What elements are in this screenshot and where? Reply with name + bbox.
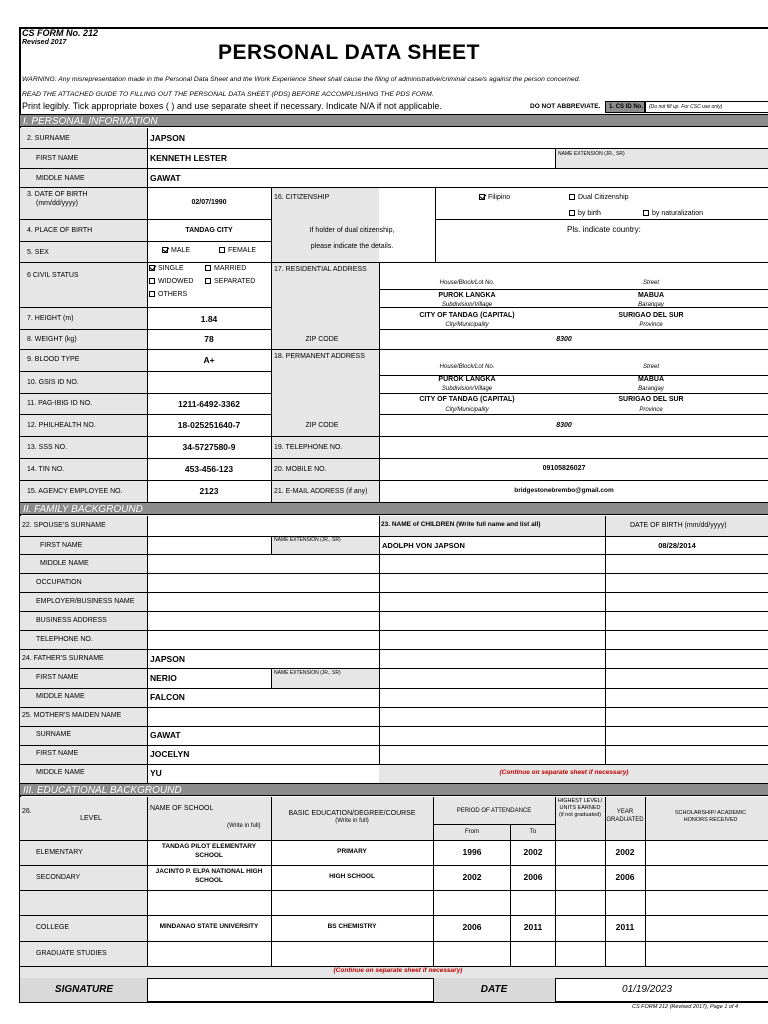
- warning-text: WARNING: Any misrepresentation made in the Personal Data Sheet and the Work Experience Sheet shall cause the filing of administrative/criminal case/s against the person concerned.: [22, 76, 581, 83]
- read-guide-text: READ THE ATTACHED GUIDE TO FILLING OUT THE PERSONAL DATA SHEET (PDS) BEFORE ACCOMPLISHING THE PDS FORM.: [22, 91, 434, 98]
- middle-name-value[interactable]: GAWAT: [150, 173, 181, 183]
- perm-house-label: House/Block/Lot No.: [439, 364, 495, 370]
- res-city-label: City/Municipality: [445, 322, 489, 328]
- res-zip-label: ZIP CODE: [305, 336, 339, 343]
- dob-value[interactable]: 02/07/1990: [191, 199, 227, 206]
- sex-male-option[interactable]: [162, 247, 190, 254]
- telephone-label: 19. TELEPHONE NO.: [274, 444, 343, 451]
- spouse-surname-label: 22. SPOUSE'S SURNAME: [22, 522, 106, 529]
- checkbox-icon[interactable]: [643, 210, 649, 216]
- by-naturalization-option[interactable]: [643, 210, 703, 217]
- civil-status-label: 6 CIVIL STATUS: [27, 272, 79, 279]
- date-value[interactable]: 01/19/2023: [621, 984, 673, 995]
- checkbox-icon[interactable]: [569, 210, 575, 216]
- family-continue-note: (Continue on separate sheet if necessary): [499, 769, 629, 776]
- civil-single-option[interactable]: [149, 265, 184, 272]
- year-graduated[interactable]: 2006: [615, 872, 635, 882]
- perm-barangay-label: Barangay: [638, 386, 664, 392]
- checkbox-icon[interactable]: [205, 265, 211, 271]
- father-first-name-label: FIRST NAME: [36, 674, 79, 681]
- school-name-line-2[interactable]: SCHOOL: [195, 852, 223, 859]
- csc-id-label-box: [605, 101, 645, 113]
- res-house-label: House/Block/Lot No.: [439, 280, 495, 286]
- filipino-label: Filipino: [488, 194, 511, 201]
- dual-note-2: please indicate the details.: [310, 243, 394, 250]
- checkbox-checked-icon[interactable]: [162, 247, 168, 253]
- civil-married-option[interactable]: [205, 265, 246, 272]
- checkbox-icon[interactable]: [149, 291, 155, 297]
- blood-type-value[interactable]: A+: [203, 355, 215, 365]
- res-province-value[interactable]: SURIGAO DEL SUR: [618, 312, 684, 319]
- weight-label: 8. WEIGHT (kg): [27, 336, 77, 343]
- res-barangay-value[interactable]: MABUA: [637, 292, 665, 299]
- mobile-label: 20. MOBILE NO.: [274, 466, 327, 473]
- perm-barangay-value[interactable]: MABUA: [637, 376, 665, 383]
- first-name-value[interactable]: KENNETH LESTER: [150, 153, 227, 163]
- year-graduated[interactable]: 2002: [615, 847, 635, 857]
- honors-line-1: SCHOLARSHIP/ ACADEMIC: [674, 810, 747, 816]
- by-naturalization-label: by naturalization: [652, 210, 703, 217]
- checkbox-checked-icon[interactable]: [149, 265, 155, 271]
- permanent-address-label: 18. PERMANENT ADDRESS: [274, 353, 365, 360]
- res-subdiv-value[interactable]: PUROK LANGKA: [438, 292, 496, 299]
- checkbox-icon[interactable]: [569, 194, 575, 200]
- school-name[interactable]: JACINTO P. ELPA NATIONAL HIGH: [155, 868, 263, 875]
- dob-format: (mm/dd/yyyy): [36, 200, 78, 207]
- education-level: GRADUATE STUDIES: [36, 950, 107, 957]
- surname-value[interactable]: JAPSON: [150, 133, 185, 143]
- spouse-telephone-label: TELEPHONE NO.: [36, 636, 93, 643]
- sss-label: 13. SSS NO.: [27, 444, 68, 451]
- children-dob-label: DATE OF BIRTH (mm/dd/yyyy): [630, 522, 727, 529]
- height-value[interactable]: 1.84: [200, 314, 218, 324]
- tin-value[interactable]: 453-456-123: [184, 464, 234, 474]
- perm-street-label: Street: [642, 364, 660, 370]
- father-name-ext-label: NAME EXTENSION (JR., SR): [274, 670, 341, 676]
- mother-middle-name-value[interactable]: YU: [150, 768, 162, 778]
- date-label: DATE: [480, 984, 508, 995]
- middle-name-label: MIDDLE NAME: [36, 175, 85, 182]
- res-province-label: Province: [639, 322, 663, 328]
- tin-label: 14. TIN NO.: [27, 466, 65, 473]
- spouse-middle-name-label: MIDDLE NAME: [40, 560, 89, 567]
- civil-others-option[interactable]: [149, 291, 187, 298]
- filipino-option[interactable]: [479, 194, 510, 201]
- mother-first-name-label: FIRST NAME: [36, 750, 79, 757]
- father-middle-name-label: MIDDLE NAME: [36, 693, 85, 700]
- res-street-label: Street: [642, 280, 660, 286]
- by-birth-label: by birth: [578, 210, 601, 217]
- level-header: LEVEL: [80, 815, 102, 822]
- perm-province-value[interactable]: SURIGAO DEL SUR: [618, 396, 684, 403]
- blood-type-label: 9. BLOOD TYPE: [27, 356, 80, 363]
- dual-note-1: If holder of dual citizenship,: [309, 227, 395, 234]
- height-label: 7. HEIGHT (m): [27, 315, 74, 322]
- res-city-value[interactable]: CITY OF TANDAG (CAPITAL): [419, 312, 515, 319]
- checkbox-icon[interactable]: [205, 278, 211, 284]
- perm-city-value[interactable]: CITY OF TANDAG (CAPITAL): [419, 396, 515, 403]
- children-label: 23. NAME of CHILDREN (Write full name and list all): [381, 521, 541, 528]
- section-educational-background: III. EDUCATIONAL BACKGROUND: [20, 783, 768, 796]
- philhealth-value[interactable]: 18-025251640-7: [177, 420, 241, 430]
- civil-single-label: SINGLE: [158, 265, 184, 272]
- pagibig-label: 11. PAG-IBIG ID NO.: [27, 400, 93, 407]
- sex-female-label: FEMALE: [228, 247, 257, 254]
- label-column-mid: [271, 187, 379, 502]
- print-legibly-text: Print legibly. Tick appropriate boxes ( ) and use separate sheet if necessary. Indicate N/A if not applicable.: [22, 101, 442, 111]
- honors-line-2: HONORS RECEIVED: [683, 817, 738, 823]
- attendance-from[interactable]: 2002: [462, 872, 482, 882]
- email-label: 21. E-MAIL ADDRESS (if any): [274, 488, 368, 495]
- first-name-label: FIRST NAME: [36, 155, 79, 162]
- spouse-business-address-label: BUSINESS ADDRESS: [36, 617, 107, 624]
- email-value[interactable]: bridgestonebrembo@gmail.com: [514, 487, 614, 494]
- course-header: BASIC EDUCATION/DEGREE/COURSE: [288, 810, 416, 817]
- mother-surname-label: SURNAME: [36, 731, 72, 738]
- form-number: CS FORM No. 212: [22, 28, 99, 38]
- child-1-dob[interactable]: 08/28/2014: [658, 541, 696, 550]
- pob-label: 4. PLACE OF BIRTH: [27, 227, 93, 234]
- attendance-to[interactable]: 2006: [523, 872, 543, 882]
- civil-widowed-option[interactable]: [149, 278, 193, 285]
- dob-label: 3. DATE OF BIRTH: [27, 191, 88, 198]
- do-not-abbreviate: DO NOT ABBREVIATE.: [530, 103, 601, 110]
- year-graduated[interactable]: 2011: [615, 922, 635, 932]
- signature-field[interactable]: [148, 979, 432, 1001]
- education-level-column: [20, 840, 147, 966]
- pob-value[interactable]: TANDAG CITY: [185, 227, 233, 234]
- residential-address-label: 17. RESIDENTIAL ADDRESS: [274, 266, 367, 273]
- checkbox-checked-icon[interactable]: [479, 194, 485, 200]
- highest-level-line-2: UNITS EARNED: [559, 805, 601, 811]
- country-label: Pls. indicate country:: [567, 225, 641, 234]
- school-name[interactable]: MINDANAO STATE UNIVERSITY: [159, 923, 259, 930]
- form-revised: Revised 2017: [22, 39, 67, 46]
- father-middle-name-value[interactable]: FALCON: [150, 692, 185, 702]
- dual-label: Dual Citizenship: [578, 194, 629, 201]
- degree-course[interactable]: HIGH SCHOOL: [329, 873, 375, 880]
- mother-maiden-label: 25. MOTHER'S MAIDEN NAME: [22, 712, 122, 719]
- pagibig-value[interactable]: 1211-6492-3362: [178, 399, 240, 409]
- education-level: SECONDARY: [36, 874, 81, 881]
- school-name[interactable]: TANDAG PILOT ELEMENTARY: [161, 843, 257, 850]
- checkbox-icon[interactable]: [219, 247, 225, 253]
- year-graduated-line-1: YEAR: [616, 809, 634, 815]
- school-name-line-2[interactable]: SCHOOL: [195, 877, 223, 884]
- gsis-label: 10. GSIS ID NO.: [27, 379, 79, 386]
- attendance-to[interactable]: 2002: [523, 847, 543, 857]
- citizenship-label: 16. CITIZENSHIP: [274, 194, 330, 201]
- res-barangay-label: Barangay: [638, 302, 664, 308]
- signature-label: SIGNATURE: [54, 984, 114, 995]
- agency-no-label: 15. AGENCY EMPLOYEE NO.: [27, 488, 123, 495]
- perm-zip-label: ZIP CODE: [305, 422, 339, 429]
- section-family-background: II. FAMILY BACKGROUND: [20, 502, 768, 515]
- csc-id-field[interactable]: [645, 101, 768, 113]
- father-first-name-value[interactable]: NERIO: [150, 673, 177, 683]
- child-1-name[interactable]: ADOLPH VON JAPSON: [382, 541, 465, 550]
- by-birth-option[interactable]: [569, 210, 601, 217]
- name-ext-label: NAME EXTENSION (JR., SR): [558, 151, 625, 157]
- year-graduated-line-2: GRADUATED: [606, 817, 644, 823]
- attendance-from[interactable]: 1996: [462, 847, 482, 857]
- mother-first-name-value[interactable]: JOCELYN: [150, 749, 190, 759]
- philhealth-label: 12. PHILHEALTH NO.: [27, 422, 96, 429]
- civil-separated-label: SEPARATED: [214, 278, 256, 285]
- dual-option[interactable]: [569, 194, 629, 201]
- section-personal-information: I. PERSONAL INFORMATION: [20, 114, 768, 127]
- degree-course[interactable]: PRIMARY: [337, 848, 367, 855]
- school-header: NAME OF SCHOOL: [150, 805, 214, 812]
- degree-course[interactable]: BS CHEMISTRY: [327, 923, 377, 930]
- csc-id-note: (Do not fill up. For CSC use only): [649, 104, 723, 110]
- perm-zip-value[interactable]: 8300: [556, 422, 572, 429]
- father-surname-value[interactable]: JAPSON: [150, 654, 185, 664]
- honors-header: [646, 810, 768, 824]
- checkbox-icon[interactable]: [149, 278, 155, 284]
- attendance-from[interactable]: 2006: [462, 922, 482, 932]
- highest-level-line-3: (if not graduated): [559, 812, 601, 818]
- spouse-occupation-label: OCCUPATION: [36, 579, 82, 586]
- weight-value[interactable]: 78: [204, 334, 214, 344]
- education-level: ELEMENTARY: [36, 849, 83, 856]
- mobile-value[interactable]: 09105826027: [542, 465, 586, 472]
- highest-level-header: [556, 798, 604, 819]
- from-header: From: [465, 829, 479, 835]
- spouse-employer-label: EMPLOYER/BUSINESS NAME: [36, 598, 135, 605]
- csc-id-label: 1. CS ID No.: [609, 104, 644, 110]
- school-write-full: (Write in full): [227, 823, 261, 829]
- surname-label: 2. SURNAME: [27, 135, 70, 142]
- civil-separated-option[interactable]: [205, 278, 255, 285]
- education-number: 26.: [22, 808, 32, 815]
- year-graduated-header: [606, 808, 644, 824]
- civil-others-label: OTHERS: [158, 291, 188, 298]
- perm-city-label: City/Municipality: [445, 407, 489, 413]
- highest-level-line-1: HIGHEST LEVEL/: [557, 798, 603, 804]
- perm-province-label: Province: [639, 407, 663, 413]
- perm-subdiv-value[interactable]: PUROK LANGKA: [438, 376, 496, 383]
- sex-label: 5. SEX: [27, 249, 49, 256]
- spouse-name-ext-label: NAME EXTENSION (JR., SR): [274, 537, 341, 543]
- res-zip-value[interactable]: 8300: [556, 336, 572, 343]
- attendance-header: PERIOD OF ATTENDANCE: [456, 808, 532, 814]
- course-write-full: (Write in full): [335, 818, 369, 824]
- res-subdiv-label: Subdivision/Village: [441, 302, 493, 308]
- sex-male-label: MALE: [171, 247, 191, 254]
- civil-widowed-label: WIDOWED: [158, 278, 194, 285]
- father-surname-label: 24. FATHER'S SURNAME: [22, 655, 104, 662]
- education-continue-note: (Continue on separate sheet if necessary): [333, 967, 463, 974]
- attendance-to[interactable]: 2011: [523, 922, 543, 932]
- spouse-first-name-label: FIRST NAME: [40, 542, 83, 549]
- to-header: To: [529, 829, 537, 835]
- form-footer: CS FORM 212 (Revised 2017), Page 1 of 4: [632, 1004, 739, 1010]
- education-level: COLLEGE: [36, 924, 70, 931]
- sss-value[interactable]: 34-5727580-9: [182, 442, 236, 452]
- mother-surname-value[interactable]: GAWAT: [150, 730, 181, 740]
- sex-female-option[interactable]: [219, 247, 256, 254]
- mother-middle-name-label: MIDDLE NAME: [36, 769, 85, 776]
- agency-no-value[interactable]: 2123: [199, 486, 219, 496]
- civil-married-label: MARRIED: [214, 265, 247, 272]
- page-title: PERSONAL DATA SHEET: [218, 41, 480, 64]
- perm-subdiv-label: Subdivision/Village: [441, 386, 493, 392]
